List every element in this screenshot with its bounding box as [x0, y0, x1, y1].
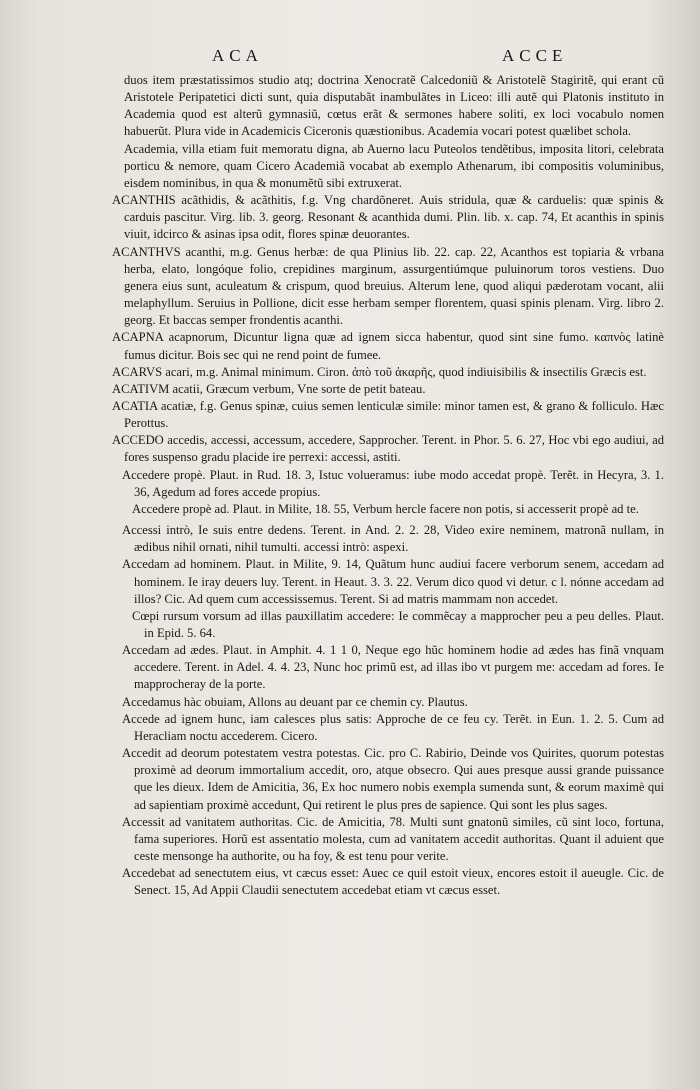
dictionary-entry-accedo: ACCEDO accedis, accessi, accessum, accedere, Sapprocher. Terent. in Phor. 5. 6. 27, Hoc vbi ego audiui, ad fores suspenso gradu placide ire perrexi: accessi, astiti.	[112, 433, 664, 465]
sub-entry: Accessi intrò, Ie suis entre dedens. Terent. in And. 2. 2. 28, Video exire neminem, matronã nullam, in ædibus nihil ornati, nihil tumulti. accessi intrò: aspexi.	[122, 523, 664, 555]
sub-entry: Accedit ad deorum potestatem vestra potestas. Cic. pro C. Rabirio, Deinde vos Quirites, quorum potestas proximè ad deorum immortalium accedit, oro, atque obsecro. Qui aues presque aussi grande puissance que les dieux. Idem de Amicitia, 36, Ex hoc numero nobis exempla sumenda sunt, & eorum maximè qui ad sapientiam proximè accedunt, Qui retirent le plus pres de sapience. Qui sont les plus sages.	[122, 746, 664, 812]
paragraph: Academia, villa etiam fuit memoratu digna, ab Auerno lacu Puteolos tendẽtibus, imposita litori, celebrata porticu & nemore, quam Cicero Academiã vocabat ab exemplo Athenarum, ibi compositis voluminibus, eisdem nominibus, in qua & monumẽtũ sibi extruxerat.	[124, 141, 664, 190]
sub-entry: Accede ad ignem hunc, iam calesces plus satis: Approche de ce feu cy. Terẽt. in Eun. 1. 2. 5. Cum ad Heracliam noctu accederem. Cicero.	[122, 711, 664, 743]
sub-entry: Accedam ad hominem. Plaut. in Milite, 9. 14, Quãtum hunc audiui facere verborum senem, accedam ad hominem. Ie iray deuers luy. Terent. in Heaut. 3. 3. 22. Verum dico quod vi detur. c l. nónne accedam ad illos? Cic. Ad quem cum accessissemus. Terent. Si ad matris mammam non accedet.	[122, 557, 664, 606]
sub-entry: Accedamus hàc obuiam, Allons au deuant par ce chemin cy. Plautus.	[122, 694, 468, 709]
header-left: ACA	[212, 46, 263, 65]
dictionary-entry-acatia: ACATIA acatiæ, f.g. Genus spinæ, cuius semen lenticulæ simile: minor tamen est, & grano & folliculo. Hæc Perottus.	[112, 398, 664, 431]
paragraph: duos item præstatissimos studio atq; doctrina Xenocratẽ Calcedoniũ & Aristotelẽ Stagiritẽ, qui erant cũ Aristotele Peripatetici dicti sunt, quia disputabãt inambulãtes in Liceo: illi autẽ qui Platonis instituto in Academia quod est alterũ gymnasiũ, cœtus erãt & sermones habere soliti, ex loci vocabulo nomen habuerũt. Plura vide in Academicis Ciceronis quæstionibus. Academia vocari potest quælibet schola.	[124, 73, 664, 139]
header-right: ACCE	[502, 46, 568, 65]
sub-entry: Cœpi rursum vorsum ad illas pauxillatim accedere: Ie commẽcay a mapprocher peu a peu delles. Plaut. in Epid. 5. 64.	[132, 608, 664, 640]
sub-entry: Accessit ad vanitatem authoritas. Cic. de Amicitia, 78. Multi sunt gnatonũ similes, cũ sint loco, fortuna, fama superiores. Horũ est assentatio molesta, cum ad vanitatem accedit authoritas. Quant il aduient que ceste mensonge ha authorite, ou ha foy, & est tenu pour verite.	[122, 814, 664, 864]
dictionary-entry-acatium: ACATIVM acatii, Græcum verbum, Vne sorte de petit bateau.	[112, 381, 426, 396]
sub-entry: Accedebat ad senectutem eius, vt cæcus esset: Auec ce quil estoit vieux, encores estoit il aueugle. Cic. de Senect. 15, Ad Appii Claudii senectutem accedebat etiam vt cæcus esset.	[122, 866, 664, 898]
dictionary-entry-acanthus: ACANTHVS acanthi, m.g. Genus herbæ: de qua Plinius lib. 22. cap. 22, Acanthos est topiaria & vrbana herba, elato, longóque folio, crepidines marginum, assurgentiúmque puluinorum toros vestiens. Duo genera eius sunt, aculeatum & crispum, quod breuius. Alterum lene, quod aliqui pæderotam vocant, alii melaphyllum. Seruius in Pollione, dicit esse herbam semper florentem, quasi spinis plenam. Virg. libro 2. georg. Et baccas semper frondentis acanthi.	[112, 244, 664, 328]
running-header	[0, 46, 700, 70]
dictionary-entry-acapna: ACAPNA acapnorum, Dicuntur ligna quæ ad ignem sicca habentur, quod sint sine fumo. καπνὸς latinè fumus dicitur. Bois sec qui ne rend point de fumee.	[112, 330, 664, 362]
dictionary-entry-acarus: ACARVS acari, m.g. Animal minimum. Ciron. ἀπὸ τοῦ ἀκαρῆς, quod indiuisibilis & insectilis Græcis est.	[112, 364, 647, 379]
sub-entry: Accedam ad ædes. Plaut. in Amphit. 4. 1 1 0, Neque ego hũc hominem hodie ad ædes has finã vnquam accedere. Terent. in Adel. 4. 4. 23, Nunc hoc primũ est, ad illas ibo vt purgem me: accedam ad fores. Ie mapprocheray de la porte.	[122, 643, 664, 692]
sub-entry: Accedere propè. Plaut. in Rud. 18. 3, Istuc volueramus: iube modo accedat propè. Terẽt. in Hecyra, 3. 1. 36, Agedum ad fores accede propius.	[122, 467, 664, 499]
sub-entry: Accedere propè ad. Plaut. in Milite, 18. 55, Verbum hercle facere non potis, si accesserit propè ad te.	[132, 501, 639, 516]
dictionary-entry-acanthis: ACANTHIS acãthidis, & acãthitis, f.g. Vng chardõneret. Auis stridula, quæ & carduelis: quæ spinis & carduis pascitur. Virg. lib. 3. georg. Resonant & acanthida dumi. Plin. lib. x. cap. 74, Et acanthis in spinis viuit, idcirco & asinas ipsa odit, flores spinæ deuorantes.	[112, 193, 664, 242]
dictionary-text	[112, 72, 664, 900]
